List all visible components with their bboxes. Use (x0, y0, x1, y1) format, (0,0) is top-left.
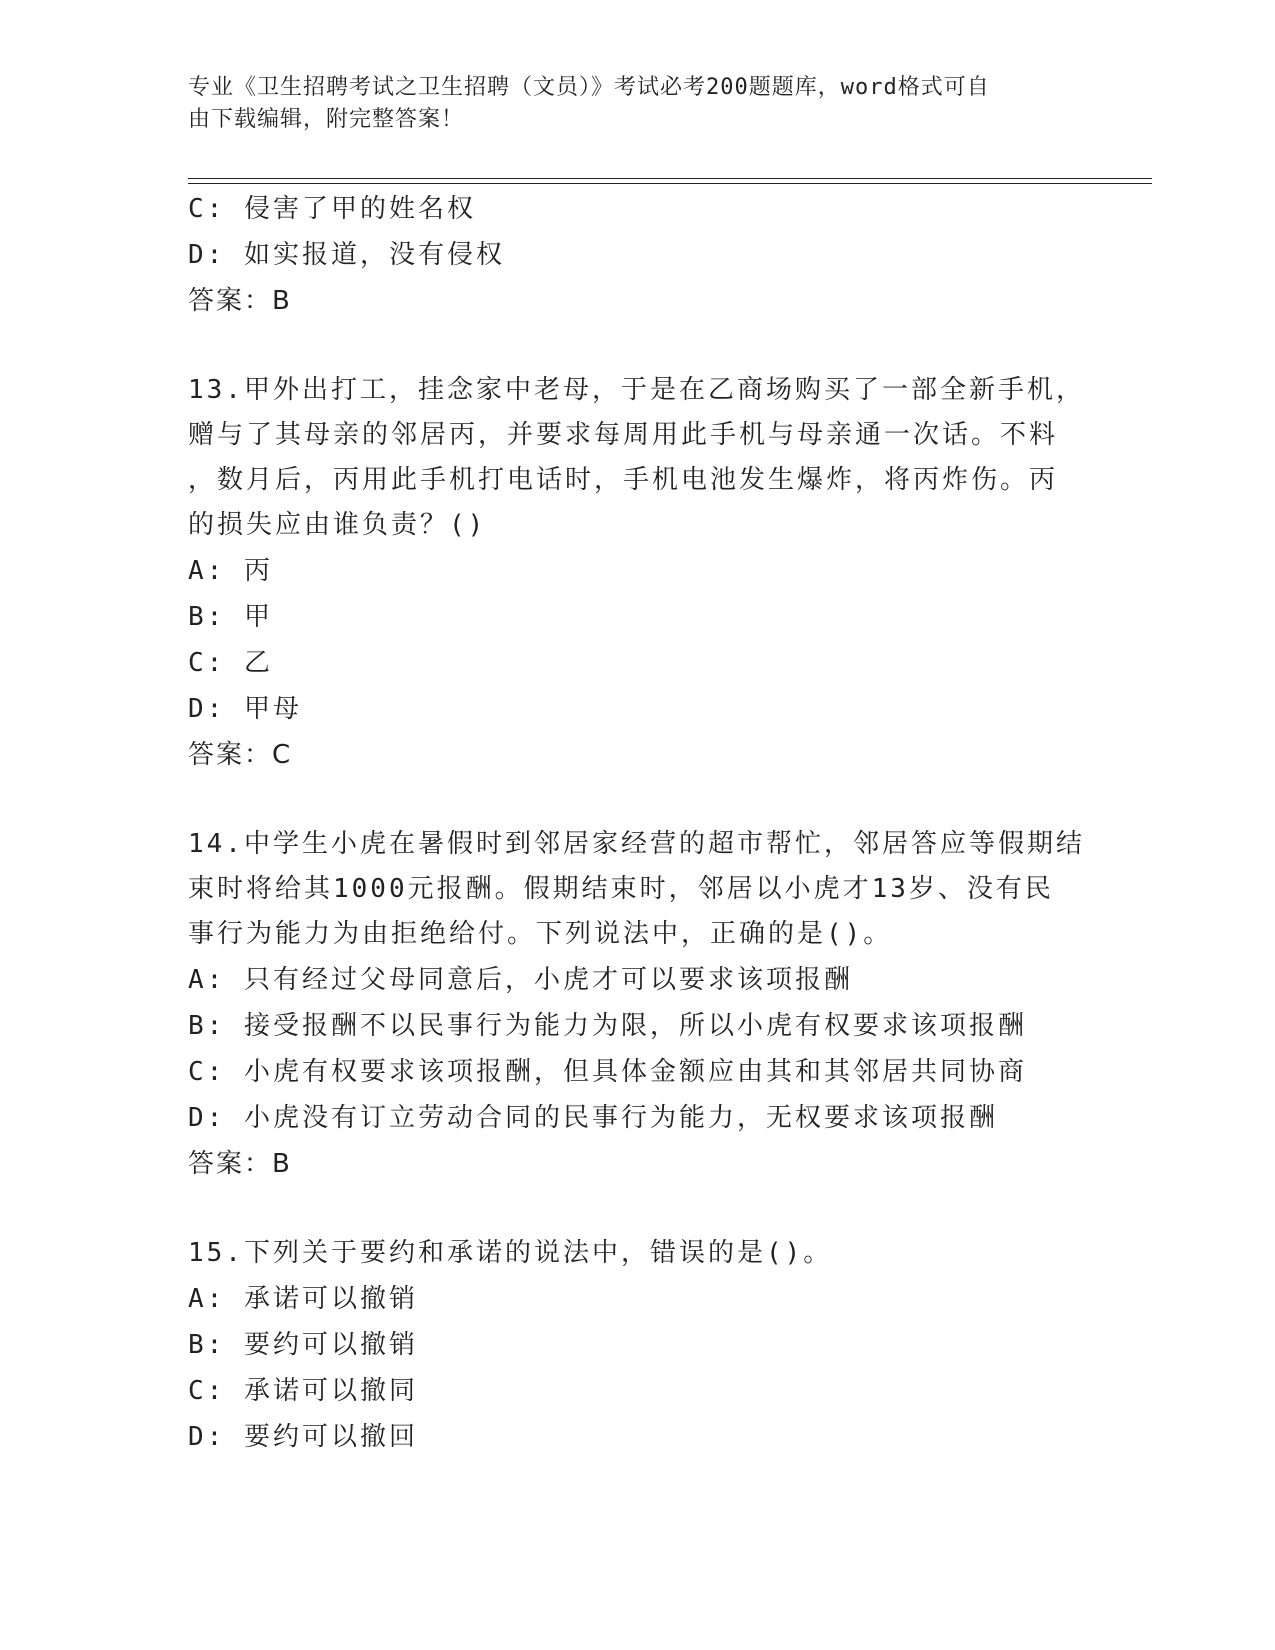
option-c: C: 承诺可以撤同 (188, 1376, 418, 1406)
option-b: B: 接受报酬不以民事行为能力为限，所以小虎有权要求该项报酬 (188, 1011, 1027, 1041)
header-divider-top (188, 178, 1152, 179)
stem-line: 事行为能力为由拒绝给付。下列说法中，正确的是()。 (188, 919, 893, 949)
answer-line: 答案：B (188, 1149, 292, 1179)
option-a: A: 丙 (188, 556, 273, 586)
option-d: D: 小虎没有订立劳动合同的民事行为能力，无权要求该项报酬 (188, 1103, 998, 1133)
option-d: D: 甲母 (188, 694, 302, 724)
spacer (188, 324, 1088, 368)
spacer (188, 778, 1088, 822)
option-c: C: 乙 (188, 648, 273, 678)
option-a: A: 承诺可以撤销 (188, 1284, 418, 1314)
option-d: D: 如实报道，没有侵权 (188, 240, 505, 270)
question-stem (188, 368, 1088, 548)
stem-line: ，数月后，丙用此手机打电话时，手机电池发生爆炸，将丙炸伤。丙 (188, 465, 1059, 495)
answer-line: 答案：B (188, 286, 292, 316)
question-15 (188, 1231, 1088, 1460)
option-c: C: 侵害了甲的姓名权 (188, 194, 476, 224)
stem-line: 13.甲外出打工，挂念家中老母，于是在乙商场购买了一部全新手机， (188, 375, 1085, 405)
question-13 (188, 368, 1088, 778)
question-12-tail (188, 186, 1088, 324)
header-divider-bottom (188, 183, 1152, 184)
option-b: B: 甲 (188, 602, 273, 632)
question-14 (188, 822, 1088, 1187)
answer-line: 答案：C (188, 740, 293, 770)
header-line-2: 由下载编辑，附完整答案！ (188, 107, 465, 132)
stem-line: 赠与了其母亲的邻居丙，并要求每周用此手机与母亲通一次话。不料 (188, 420, 1059, 450)
header-line-1: 专业《卫生招聘考试之卫生招聘（文员）》考试必考200题题库，word格式可自 (188, 75, 990, 100)
stem-line: 的损失应由谁负责？() (188, 510, 487, 540)
stem-line: 束时将给其1000元报酬。假期结束时，邻居以小虎才13岁、没有民 (188, 874, 1054, 904)
spacer (188, 1187, 1088, 1231)
option-a: A: 只有经过父母同意后，小虎才可以要求该项报酬 (188, 965, 853, 995)
question-stem (188, 1231, 1088, 1276)
option-d: D: 要约可以撤回 (188, 1422, 418, 1452)
option-c: C: 小虎有权要求该项报酬，但具体金额应由其和其邻居共同协商 (188, 1057, 1027, 1087)
stem-line: 14.中学生小虎在暑假时到邻居家经营的超市帮忙，邻居答应等假期结 (188, 829, 1085, 859)
document-body (188, 186, 1088, 1460)
stem-line: 15.下列关于要约和承诺的说法中，错误的是()。 (188, 1238, 833, 1268)
option-b: B: 要约可以撤销 (188, 1330, 418, 1360)
question-stem (188, 822, 1088, 957)
document-header (188, 72, 1068, 136)
